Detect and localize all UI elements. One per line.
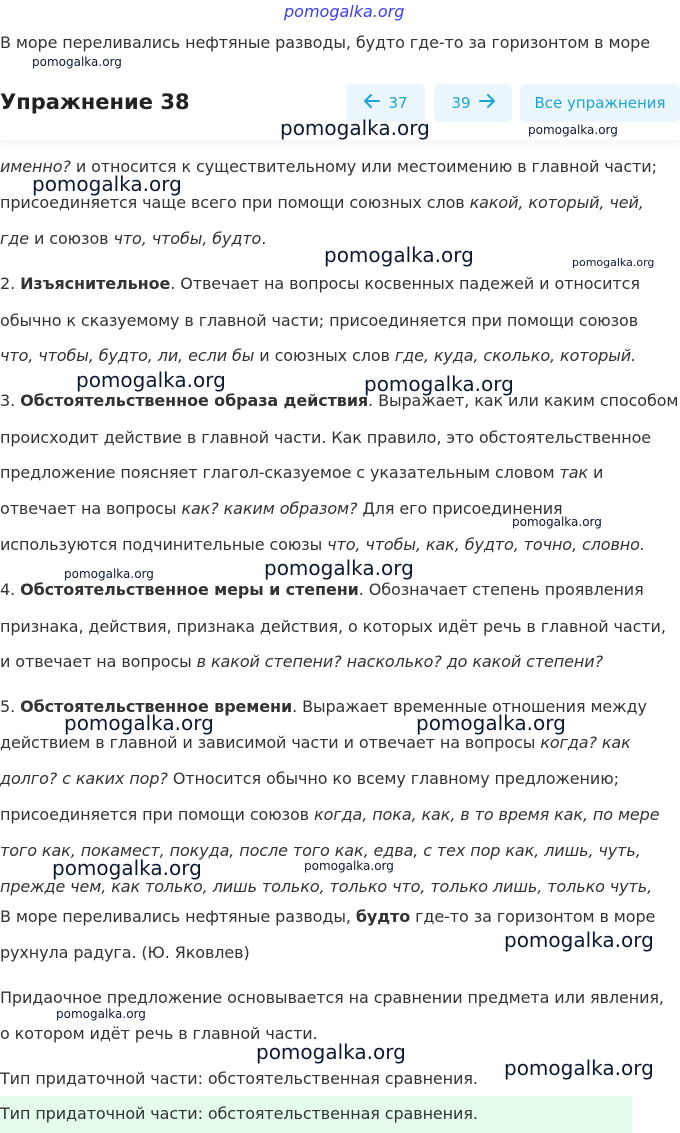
top-sentence: В море переливались нефтяные разводы, будто где-то за горизонтом в море	[0, 33, 650, 52]
top-watermark: pomogalka.org	[284, 2, 405, 21]
watermark: pomogalka.org	[52, 856, 202, 880]
watermark: pomogalka.org	[528, 123, 618, 137]
text-line: В море переливались нефтяные разводы, будто где-то за горизонтом в море	[0, 907, 656, 926]
all-exercises-label: Все упражнения	[534, 94, 666, 112]
next-exercise-button[interactable]	[434, 84, 512, 122]
arrow-right-icon	[479, 94, 495, 112]
text-line: долго? с каких пор? Относится обычно ко всему главному предложению;	[0, 769, 619, 788]
watermark: pomogalka.org	[64, 567, 154, 581]
watermark: pomogalka.org	[304, 859, 394, 873]
text-line: отвечает на вопросы как? каким образом? Для его присоединения	[0, 499, 563, 518]
text-line: присоединяется чаще всего при помощи союзных слов какой, который, чей,	[0, 193, 644, 212]
watermark: pomogalka.org	[64, 711, 214, 735]
text-line: 2. Изъяснительное. Отвечает на вопросы косвенных падежей и относится	[0, 274, 640, 293]
next-exercise-label: 39	[451, 94, 471, 112]
text-line: именно? и относится к существительному или местоимению в главной части;	[0, 157, 657, 176]
text-line: о котором идёт речь в главной части.	[0, 1024, 318, 1043]
answer-text: Тип придаточной части: обстоятельственная сравнения.	[0, 1104, 478, 1123]
text-line: действием в главной и зависимой части и отвечает на вопросы когда? как	[0, 733, 631, 752]
watermark: pomogalka.org	[416, 711, 566, 735]
text-line: используются подчинительные союзы что, чтобы, как, будто, точно, словно.	[0, 535, 645, 554]
text-line: рухнула радуга. (Ю. Яковлев)	[0, 943, 250, 962]
watermark: pomogalka.org	[56, 1007, 146, 1021]
exercise-title: Упражнение 38	[0, 90, 190, 114]
watermark: pomogalka.org	[504, 928, 654, 952]
watermark: pomogalka.org	[264, 556, 414, 580]
watermark: pomogalka.org	[512, 515, 602, 529]
watermark: pomogalka.org	[324, 243, 474, 267]
arrow-left-icon	[364, 94, 380, 112]
watermark: pomogalka.org	[32, 172, 182, 196]
text-line: 5. Обстоятельственное времени. Выражает временные отношения между	[0, 697, 647, 716]
text-line: обычно к сказуемому в главной части; присоединяется при помощи союзов	[0, 311, 639, 330]
prev-exercise-label: 37	[388, 94, 408, 112]
text-line: присоединяется при помощи союзов когда, пока, как, в то время как, по мере	[0, 805, 660, 824]
watermark: pomogalka.org	[572, 256, 655, 269]
text-line: прежде чем, как только, лишь только, только что, только лишь, только чуть,	[0, 877, 653, 896]
text-line: признака, действия, признака действия, о которых идёт речь в главной части,	[0, 617, 666, 636]
text-line: Тип придаточной части: обстоятельственная сравнения.	[0, 1069, 478, 1088]
text-line: где и союзов что, чтобы, будто.	[0, 229, 267, 248]
text-line: и отвечает на вопросы в какой степени? насколько? до какой степени?	[0, 652, 603, 671]
text-line: 3. Обстоятельственное образа действия. Выражает, как или каким способом	[0, 391, 679, 410]
watermark: pomogalka.org	[256, 1040, 406, 1064]
text-line: происходит действие в главной части. Как правило, это обстоятельственное	[0, 428, 652, 447]
text-line: того как, покамест, покуда, после того как, едва, с тех пор как, лишь, чуть,	[0, 841, 641, 860]
text-line: 4. Обстоятельственное меры и степени. Обозначает степень проявления	[0, 580, 644, 599]
watermark: pomogalka.org	[32, 55, 122, 69]
watermark: pomogalka.org	[364, 372, 514, 396]
text-line: что, чтобы, будто, ли, если бы и союзных слов где, куда, сколько, который.	[0, 346, 637, 365]
watermark: pomogalka.org	[76, 368, 226, 392]
text-line: предложение поясняет глагол-сказуемое с указательным словом так и	[0, 463, 604, 482]
text-line: Придаочное предложение основывается на сравнении предмета или явления,	[0, 988, 664, 1007]
all-exercises-button[interactable]	[520, 84, 680, 122]
watermark: pomogalka.org	[280, 116, 430, 140]
watermark: pomogalka.org	[504, 1056, 654, 1080]
